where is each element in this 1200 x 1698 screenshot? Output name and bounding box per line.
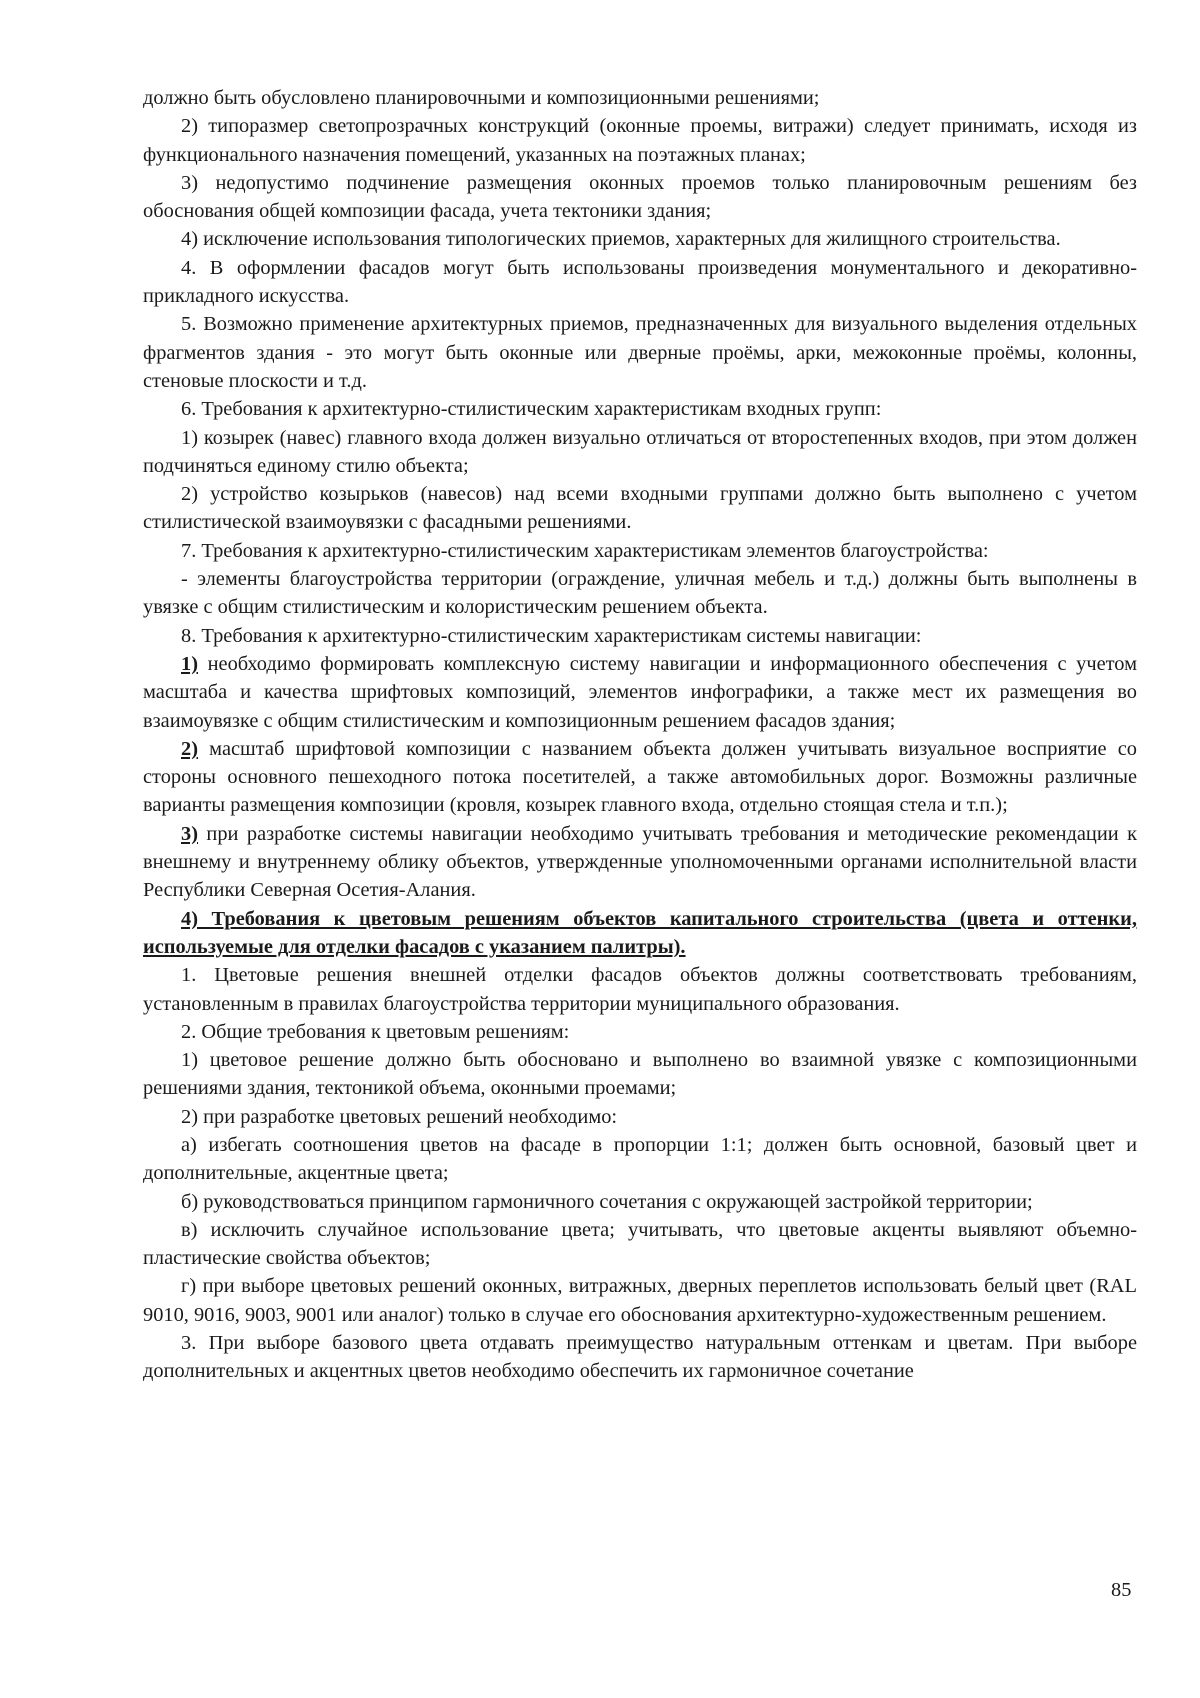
paragraph: 2) при разработке цветовых решений необходимо: (181, 1105, 618, 1128)
paragraph: 1) козырек (навес) главного входа должен визуально отличаться от второстепенных входов, при этом должен подчиняться единому стилю объекта; (143, 426, 1137, 477)
paragraph: 3. При выборе базового цвета отдавать преимущество натуральным оттенкам и цветам. При выборе дополнительных и акцентных цветов необходимо обеспечить их гармоничное сочетание (143, 1332, 1137, 1383)
paragraph-text: масштаб шрифтовой композиции с названием объекта должен учитывать визуальное восприятие со стороны основного пешеходного потока посетителей, а также автомобильных дорог. Возможны различные варианты размещения композиции (кровля, козырек главного входа, отдельно стоящая стела и т.п.); (143, 737, 1137, 817)
paragraph: 5. Возможно применение архитектурных приемов, предназначенных для визуального выделения отдельных фрагментов здания - это могут быть оконные или дверные проёмы, арки, межоконные проёмы, колонны, стеновые плоскости и т.д. (143, 313, 1137, 392)
list-marker: 2) (181, 737, 198, 760)
paragraph: 2. Общие требования к цветовым решениям: (181, 1020, 570, 1043)
page-number: 85 (1111, 1579, 1132, 1601)
paragraph: 4. В оформлении фасадов могут быть использованы произведения монументального и декоративно-прикладного искусства. (143, 256, 1137, 308)
paragraph: 8. Требования к архитектурно-стилистическим характеристикам системы навигации: (181, 624, 922, 647)
paragraph: 1. Цветовые решения внешней отделки фасадов объектов должны соответствовать требованиям, установленным в правилах благоустройства территории муниципального образования. (143, 964, 1137, 1015)
paragraph: должно быть обусловлено планировочными и композиционными решениями; (143, 87, 820, 109)
document-body (143, 84, 1137, 1386)
paragraph: 6. Требования к архитектурно-стилистическим характеристикам входных групп: (181, 398, 882, 421)
paragraph: 4) исключение использования типологических приемов, характерных для жилищного строительства. (181, 228, 1061, 251)
paragraph: б) руководствоваться принципом гармоничного сочетания с окружающей застройкой территории; (181, 1190, 1033, 1213)
paragraph: 2) типоразмер светопрозрачных конструкций (оконные проемы, витражи) следует принимать, исходя из функционального назначения помещений, указанных на поэтажных планах; (143, 115, 1137, 166)
paragraph: 2) устройство козырьков (навесов) над всеми входными группами должно быть выполнено с учетом стилистической взаимоувязки с фасадными решениями. (143, 483, 1137, 534)
paragraph (143, 735, 1137, 820)
paragraph (143, 650, 1137, 735)
section-heading: 4) Требования к цветовым решениям объектов капитального строительства (цвета и оттенки, используемые для отделки фасадов с указанием палитры). (143, 907, 1137, 958)
paragraph: 1) цветовое решение должно быть обосновано и выполнено во взаимной увязке с композиционными решениями здания, тектоникой объема, оконными проемами; (143, 1049, 1137, 1100)
paragraph: в) исключить случайное использование цвета; учитывать, что цветовые акценты выявляют объемно-пластические свойства объектов; (143, 1218, 1137, 1270)
paragraph-text: при разработке системы навигации необходимо учитывать требования и методические рекомендации к внешнему и внутреннему облику объектов, утвержденные уполномоченными органами исполнительной власти Республики Северная Осетия-Алания. (143, 822, 1137, 902)
paragraph: г) при выборе цветовых решений оконных, витражных, дверных переплетов использовать белый цвет (RAL 9010, 9016, 9003, 9001 или аналог) только в случае его обоснования архитектурно-художественным решением. (143, 1275, 1137, 1326)
paragraph (143, 820, 1137, 905)
list-marker: 3) (181, 822, 198, 845)
paragraph: 3) недопустимо подчинение размещения оконных проемов только планировочным решениям без обоснования общей композиции фасада, учета тектоники здания; (143, 171, 1137, 223)
paragraph: 7. Требования к архитектурно-стилистическим характеристикам элементов благоустройства: (181, 539, 989, 562)
paragraph-text: необходимо формировать комплексную систему навигации и информационного обеспечения с учетом масштаба и качества шрифтовых композиций, элементов инфографики, а также мест их размещения во взаимоувязке с общим стилистическим и композиционным решением фасадов здания; (143, 652, 1137, 732)
paragraph: а) избегать соотношения цветов на фасаде в пропорции 1:1; должен быть основной, базовый цвет и дополнительные, акцентные цвета; (143, 1133, 1137, 1185)
list-marker: 1) (181, 652, 198, 675)
paragraph: - элементы благоустройства территории (ограждение, уличная мебель и т.д.) должны быть выполнены в увязке с общим стилистическим и колористическим решением объекта. (143, 568, 1137, 619)
